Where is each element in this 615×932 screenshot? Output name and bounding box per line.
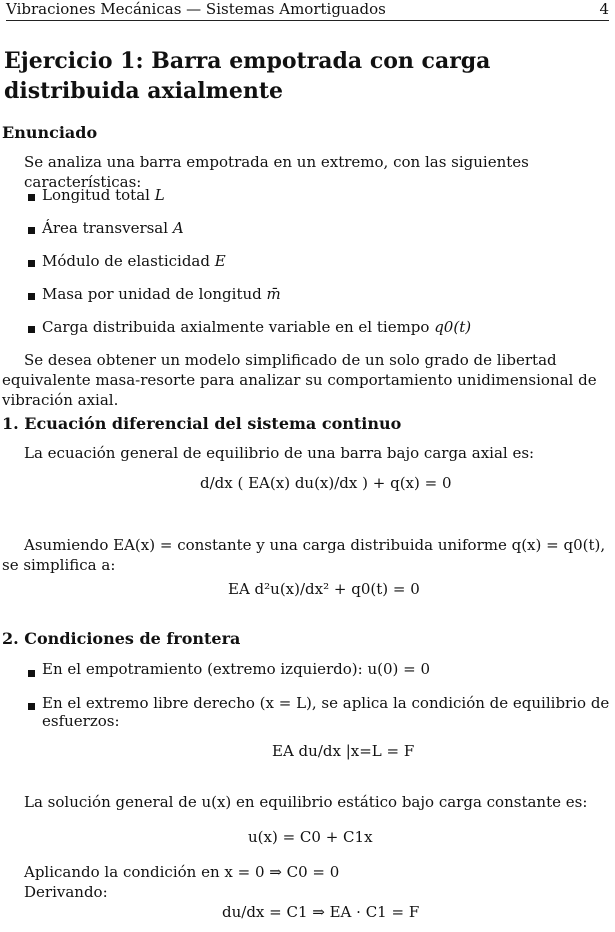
section1-intro: La ecuación general de equilibrio de una barra bajo carga axial es: bbox=[24, 444, 535, 462]
bullet-marker bbox=[28, 703, 35, 710]
page-number: 4 bbox=[599, 0, 609, 18]
list-item: Masa por unidad de longitud m̄ bbox=[42, 285, 281, 303]
equation-4: u(x) = C0 + C1x bbox=[248, 828, 373, 846]
derive-label: Derivando: bbox=[24, 883, 108, 901]
apply-condition: Aplicando la condición en x = 0 ⇒ C0 = 0 bbox=[24, 863, 340, 881]
list-item: Área transversal A bbox=[42, 219, 184, 237]
solution-intro: La solución general de u(x) en equilibrio estático bajo carga constante es: bbox=[24, 793, 588, 811]
section1-assumption: Asumiendo EA(x) = constante y una carga distribuida uniforme q(x) = q0(t), se simplifica a: bbox=[2, 536, 606, 574]
equation-3: EA du/dx |x=L = F bbox=[272, 742, 415, 760]
equation-2: EA d²u(x)/dx² + q0(t) = 0 bbox=[228, 580, 420, 598]
bullet-marker bbox=[28, 227, 35, 234]
bullet-marker bbox=[28, 260, 35, 267]
equation-1: d/dx ( EA(x) du(x)/dx ) + q(x) = 0 bbox=[200, 474, 452, 492]
bullet-marker bbox=[28, 670, 35, 677]
bullet-marker bbox=[28, 293, 35, 300]
bullet-marker bbox=[28, 194, 35, 201]
section1-heading: 1. Ecuación diferencial del sistema continuo bbox=[2, 414, 402, 433]
running-header bbox=[6, 0, 609, 21]
enunciado-intro: Se analiza una barra empotrada en un extremo, con las siguientes características: bbox=[24, 153, 529, 191]
list-item: En el extremo libre derecho (x = L), se aplica la condición de equilibrio de esfuerzos: bbox=[42, 694, 610, 730]
enunciado-heading: Enunciado bbox=[2, 123, 98, 142]
list-item: En el empotramiento (extremo izquierdo): u(0) = 0 bbox=[42, 660, 431, 678]
list-item: Módulo de elasticidad E bbox=[42, 252, 226, 270]
exercise-title: Ejercicio 1: Barra empotrada con carga distribuida axialmente bbox=[4, 48, 491, 104]
list-item: Carga distribuida axialmente variable en el tiempo q0(t) bbox=[42, 318, 472, 336]
header-title: Vibraciones Mecánicas — Sistemas Amortiguados bbox=[6, 0, 386, 18]
list-item: Longitud total L bbox=[42, 186, 165, 204]
bullet-marker bbox=[28, 326, 35, 333]
equation-5: du/dx = C1 ⇒ EA · C1 = F bbox=[222, 903, 420, 921]
section2-heading: 2. Condiciones de frontera bbox=[2, 629, 241, 648]
enunciado-goal: Se desea obtener un modelo simplificado de un solo grado de libertad equivalente masa-resorte para analizar su comportamiento unidimensional de vibración axial. bbox=[2, 351, 597, 409]
